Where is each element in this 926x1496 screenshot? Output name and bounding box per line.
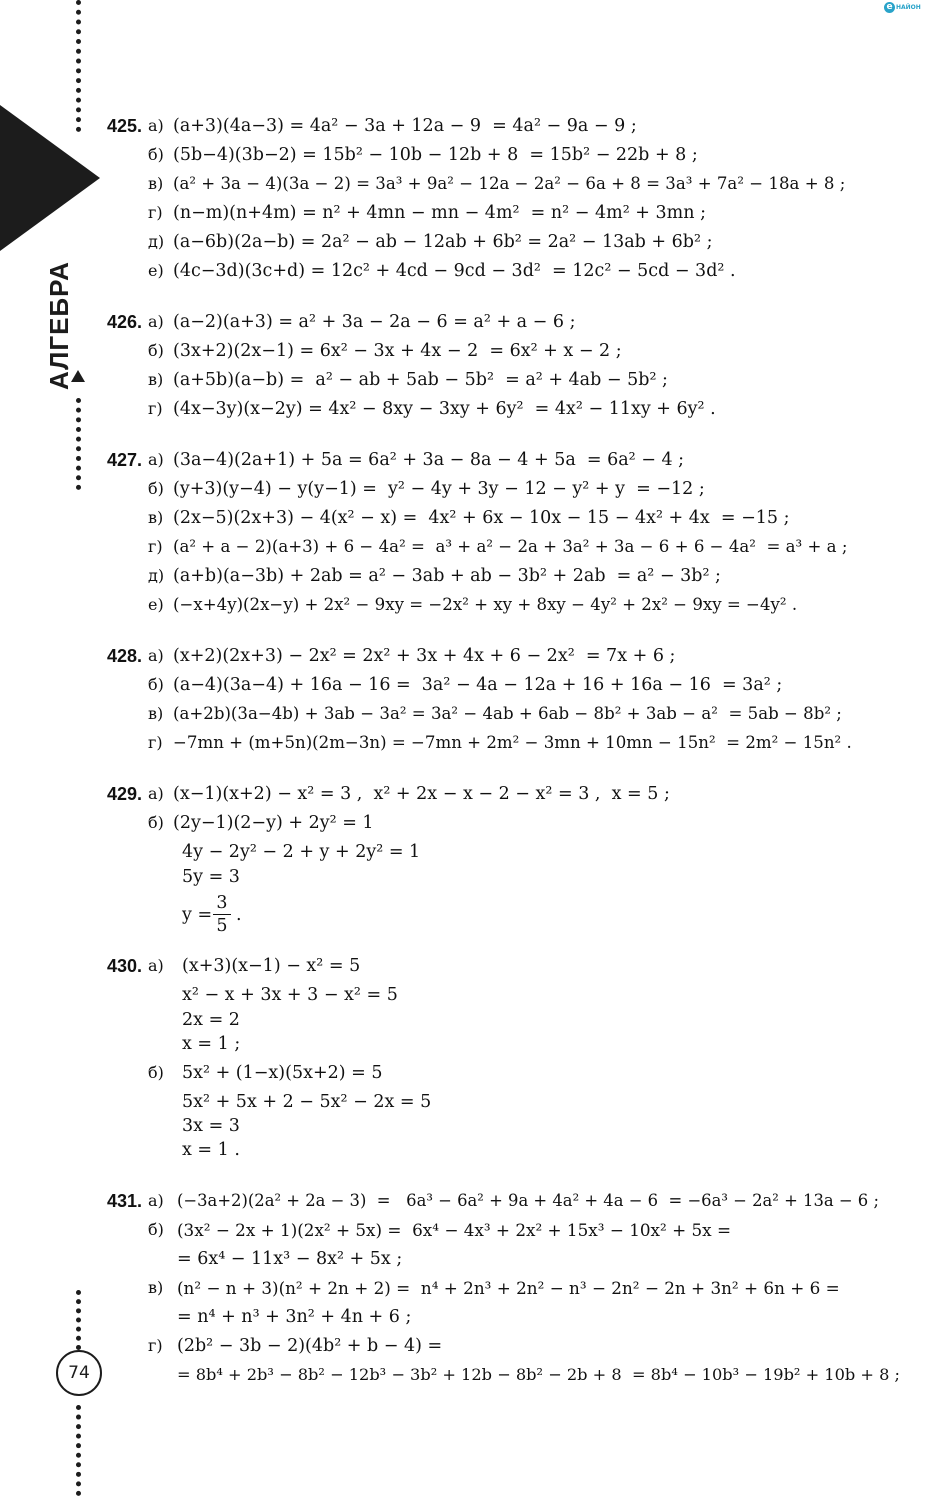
- problem-number: 427.: [107, 450, 143, 470]
- item-letter: а): [148, 450, 164, 469]
- item-letter: б): [148, 813, 164, 832]
- dotted-divider-top: [76, 0, 81, 132]
- item-letter: б): [148, 1220, 164, 1239]
- item-letter: е): [148, 595, 164, 614]
- problem-number: 430.: [107, 956, 143, 976]
- solution-line: (n−m)(n+4m) = n² + 4mn − mn − 4m² = n² − 4m² + 3mn ;: [173, 203, 706, 223]
- problem-number: 426.: [107, 312, 143, 332]
- arrow-marker-icon: [71, 370, 85, 382]
- item-letter: б): [148, 341, 164, 360]
- solution-line: = 8b⁴ + 2b³ − 8b² − 12b³ − 3b² + 12b − 8b² − 2b + 8 = 8b⁴ − 10b³ − 19b² + 10b + 8 ;: [177, 1365, 900, 1384]
- solution-line: (a² + a − 2)(a+3) + 6 − 4a² = a³ + a² − 2a + 3a² + 3a − 6 + 6 − 4a² = a³ + a ;: [173, 537, 848, 556]
- item-letter: а): [148, 116, 164, 135]
- item-letter: б): [148, 479, 164, 498]
- page-number-text: 74: [68, 1363, 90, 1383]
- solution-line: (a+3)(4a−3) = 4a² − 3a + 12a − 9 = 4a² − 9a − 9 ;: [173, 116, 637, 136]
- solution-line: = 6x⁴ − 11x³ − 8x² + 5x ;: [177, 1249, 403, 1269]
- solution-line: (a−2)(a+3) = a² + 3a − 2a − 6 = a² + a − 6 ;: [173, 312, 576, 332]
- solution-line: 2x = 2: [182, 1010, 240, 1030]
- publisher-logo: [884, 0, 924, 14]
- dotted-divider-middle: [76, 398, 81, 490]
- solution-line: x = 1 ;: [182, 1034, 241, 1054]
- item-letter: в): [148, 704, 164, 723]
- item-letter: а): [148, 956, 164, 975]
- fraction-numerator: 3: [216, 893, 228, 913]
- dotted-divider-bottom-lower: [76, 1405, 81, 1496]
- item-letter: в): [148, 370, 164, 389]
- fraction-denominator: 5: [216, 916, 228, 936]
- solution-line: 5x² + 5x + 2 − 5x² − 2x = 5: [182, 1092, 432, 1112]
- solution-line: = n⁴ + n³ + 3n² + 4n + 6 ;: [177, 1307, 412, 1327]
- solution-line: (a+5b)(a−b) = a² − ab + 5ab − 5b² = a² + 4ab − 5b² ;: [173, 370, 668, 390]
- solution-line: (−x+4y)(2x−y) + 2x² − 9xy = −2x² + xy + 8xy − 4y² + 2x² − 9xy = −4y² .: [173, 595, 798, 614]
- section-triangle-marker: [0, 105, 100, 251]
- item-letter: а): [148, 312, 164, 331]
- dotted-divider-bottom-upper: [76, 1290, 81, 1350]
- solution-line: −7mn + (m+5n)(2m−3n) = −7mn + 2m² − 3mn + 10mn − 15n² = 2m² − 15n² .: [173, 733, 852, 752]
- solution-line: (4c−3d)(3c+d) = 12c² + 4cd − 9cd − 3d² = 12c² − 5cd − 3d² .: [173, 261, 736, 281]
- solution-line: (x−1)(x+2) − x² = 3 , x² + 2x − x − 2 − x² = 3 , x = 5 ;: [173, 784, 670, 804]
- item-letter: а): [148, 1191, 164, 1210]
- item-letter: д): [148, 566, 165, 585]
- solution-line: (a² + 3a − 4)(3a − 2) = 3a³ + 9a² − 12a − 2a² − 6a + 8 = 3a³ + 7a² − 18a + 8 ;: [173, 174, 846, 193]
- problem-number: 431.: [107, 1191, 143, 1211]
- section-label: АЛГЕБРА: [44, 261, 74, 390]
- fraction-bar: [213, 914, 231, 915]
- item-letter: в): [148, 1278, 164, 1297]
- problem-number: 428.: [107, 646, 143, 666]
- item-letter: д): [148, 232, 165, 251]
- solution-line: (a+2b)(3a−4b) + 3ab − 3a² = 3a² − 4ab + 6ab − 8b² + 3ab − a² = 5ab − 8b² ;: [173, 704, 842, 723]
- solution-line: x = 1 .: [182, 1140, 240, 1160]
- solution-line: (x+2)(2x+3) − 2x² = 2x² + 3x + 4x + 6 − 2x² = 7x + 6 ;: [173, 646, 676, 666]
- solution-line: (a−4)(3a−4) + 16a − 16 = 3a² − 4a − 12a + 16 + 16a − 16 = 3a² ;: [173, 675, 783, 695]
- item-letter: г): [148, 1336, 163, 1355]
- logo-brand: НАЙОН: [896, 3, 921, 11]
- page-number: [56, 1350, 102, 1396]
- solution-line: (a+b)(a−3b) + 2ab = a² − 3ab + ab − 3b² + 2ab = a² − 3b² ;: [173, 566, 721, 586]
- solution-line: (a−6b)(2a−b) = 2a² − ab − 12ab + 6b² = 2a² − 13ab + 6b² ;: [173, 232, 713, 252]
- fraction-suffix: .: [236, 905, 242, 925]
- solution-line: (n² − n + 3)(n² + 2n + 2) = n⁴ + 2n³ + 2n² − n³ − 2n² − 2n + 3n² + 6n + 6 =: [177, 1278, 840, 1298]
- item-letter: г): [148, 203, 163, 222]
- item-letter: б): [148, 675, 164, 694]
- solution-line: (2b² − 3b − 2)(4b² + b − 4) =: [177, 1336, 443, 1356]
- solution-line: (−3a+2)(2a² + 2a − 3) = 6a³ − 6a² + 9a + 4a² + 4a − 6 = −6a³ − 2a² + 13a − 6 ;: [177, 1191, 879, 1210]
- solution-line: 5x² + (1−x)(5x+2) = 5: [182, 1063, 383, 1083]
- fraction-prefix: y =: [182, 905, 213, 925]
- fraction: [213, 893, 231, 936]
- item-letter: а): [148, 646, 164, 665]
- solution-line: (y+3)(y−4) − y(y−1) = y² − 4y + 3y − 12 − y² + y = −12 ;: [173, 479, 705, 499]
- solution-line: 5y = 3: [182, 867, 240, 887]
- solution-line: (5b−4)(3b−2) = 15b² − 10b − 12b + 8 = 15b² − 22b + 8 ;: [173, 145, 698, 165]
- item-letter: г): [148, 733, 163, 752]
- problem-number: 429.: [107, 784, 143, 804]
- solution-line: 4y − 2y² − 2 + y + 2y² = 1: [182, 842, 421, 862]
- item-letter: б): [148, 1063, 164, 1082]
- item-letter: а): [148, 784, 164, 803]
- item-letter: г): [148, 537, 163, 556]
- item-letter: в): [148, 508, 164, 527]
- item-letter: в): [148, 174, 164, 193]
- item-letter: г): [148, 399, 163, 418]
- solution-line: (3x² − 2x + 1)(2x² + 5x) = 6x⁴ − 4x³ + 2x² + 15x³ − 10x² + 5x =: [177, 1220, 732, 1240]
- solution-line: (3x+2)(2x−1) = 6x² − 3x + 4x − 2 = 6x² + x − 2 ;: [173, 341, 622, 361]
- solution-line: x² − x + 3x + 3 − x² = 5: [182, 985, 398, 1005]
- problem-number: 425.: [107, 116, 143, 136]
- solution-line: (3a−4)(2a+1) + 5a = 6a² + 3a − 8a − 4 + 5a = 6a² − 4 ;: [173, 450, 685, 470]
- item-letter: б): [148, 145, 164, 164]
- solution-line: (4x−3y)(x−2y) = 4x² − 8xy − 3xy + 6y² = 4x² − 11xy + 6y² .: [173, 399, 716, 419]
- solution-line: (2y−1)(2−y) + 2y² = 1: [173, 813, 374, 833]
- solution-line: 3x = 3: [182, 1116, 240, 1136]
- logo-mark: e: [884, 2, 895, 13]
- solution-line: (x+3)(x−1) − x² = 5: [182, 956, 361, 976]
- item-letter: е): [148, 261, 164, 280]
- solution-line: (2x−5)(2x+3) − 4(x² − x) = 4x² + 6x − 10x − 15 − 4x² + 4x = −15 ;: [173, 508, 790, 528]
